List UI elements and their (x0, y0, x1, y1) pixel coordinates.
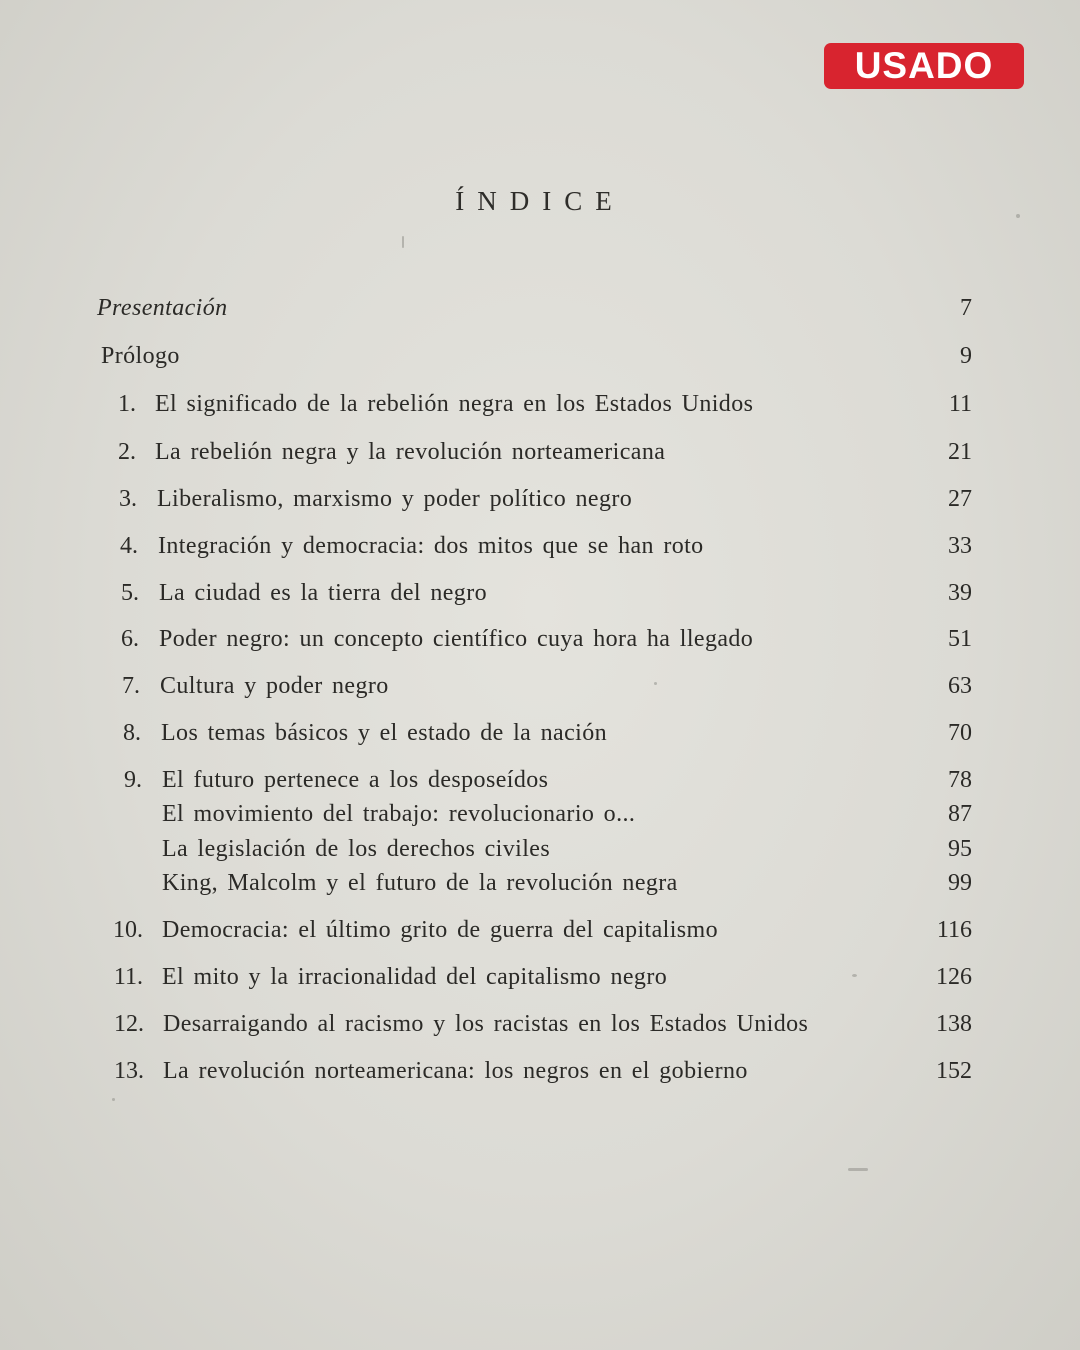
chapter-page: 33 (948, 533, 972, 559)
chapter-number: 5. (121, 580, 139, 606)
chapter-page: 138 (936, 1011, 972, 1037)
chapter-page: 78 (948, 767, 972, 793)
chapter-title: Liberalismo, marxismo y poder político negro (157, 486, 633, 512)
chapter-title: El futuro pertenece a los desposeídos (162, 767, 549, 793)
chapter-page: 116 (936, 917, 972, 943)
paper-speck (654, 682, 657, 685)
chapter-title: Cultura y poder negro (160, 673, 389, 699)
toc-entry-subsection (0, 794, 1080, 834)
chapter-number: 4. (120, 533, 138, 559)
paper-speck (1016, 214, 1020, 218)
subsection-title: La legislación de los derechos civiles (162, 836, 551, 862)
chapter-number: 13. (114, 1058, 144, 1084)
chapter-number: 10. (113, 917, 143, 943)
chapter-number: 1. (118, 391, 136, 417)
toc-entry-chapter (0, 573, 1080, 613)
chapter-page: 126 (936, 964, 972, 990)
toc-entry-chapter (0, 713, 1080, 753)
toc-entry-subsection (0, 863, 1080, 903)
chapter-title: El significado de la rebelión negra en los Estados Unidos (155, 391, 754, 417)
toc-entry-chapter (0, 526, 1080, 566)
chapter-page: 70 (948, 720, 972, 746)
chapter-number: 9. (124, 767, 142, 793)
chapter-number: 7. (122, 673, 140, 699)
chapter-page: 63 (948, 673, 972, 699)
toc-entry-presentacion (0, 288, 1080, 328)
chapter-page: 11 (948, 391, 972, 417)
chapter-title: Los temas básicos y el estado de la nación (161, 720, 608, 746)
chapter-page: 27 (948, 486, 972, 512)
chapter-title: Democracia: el último grito de guerra del capitalismo (162, 917, 719, 943)
chapter-number: 11. (113, 964, 143, 990)
chapter-number: 6. (121, 626, 139, 652)
chapter-page: 39 (948, 580, 972, 606)
toc-entry-chapter (0, 910, 1080, 950)
toc-entry-chapter (0, 957, 1080, 997)
toc-entry-label: Presentación (97, 295, 228, 321)
paper-speck (402, 236, 404, 248)
chapter-title: La ciudad es la tierra del negro (159, 580, 487, 606)
chapter-page: 51 (948, 626, 972, 652)
toc-entry-label: Prólogo (101, 343, 180, 369)
subsection-title: King, Malcolm y el futuro de la revolución negra (162, 870, 678, 896)
toc-entry-chapter (0, 384, 1080, 424)
chapter-title: Desarraigando al racismo y los racistas en los Estados Unidos (163, 1011, 809, 1037)
toc-entry-prologo (0, 336, 1080, 376)
toc-entry-chapter (0, 1051, 1080, 1091)
subsection-page: 95 (948, 836, 972, 862)
toc-entry-chapter (0, 619, 1080, 659)
chapter-title: Integración y democracia: dos mitos que se han roto (158, 533, 704, 559)
chapter-number: 12. (114, 1011, 144, 1037)
chapter-number: 3. (119, 486, 137, 512)
toc-entry-page: 9 (960, 343, 972, 369)
toc-entry-chapter (0, 666, 1080, 706)
paper-speck (112, 1098, 115, 1101)
chapter-title: Poder negro: un concepto científico cuya hora ha llegado (159, 626, 754, 652)
chapter-number: 8. (123, 720, 141, 746)
chapter-title: La rebelión negra y la revolución norteamericana (155, 439, 666, 465)
page-title: ÍNDICE (455, 186, 625, 216)
paper-speck (852, 974, 857, 977)
paper-speck (848, 1168, 868, 1171)
toc-entry-chapter (0, 479, 1080, 519)
chapter-title: La revolución norteamericana: los negros en el gobierno (163, 1058, 748, 1084)
subsection-title: El movimiento del trabajo: revolucionario o... (162, 801, 636, 827)
subsection-page: 87 (948, 801, 972, 827)
chapter-title: El mito y la irracionalidad del capitalismo negro (162, 964, 668, 990)
chapter-number: 2. (118, 439, 136, 465)
subsection-page: 99 (948, 870, 972, 896)
toc-entry-chapter (0, 1004, 1080, 1044)
chapter-page: 152 (936, 1058, 972, 1084)
toc-entry-chapter (0, 432, 1080, 472)
used-badge: USADO (824, 43, 1024, 89)
chapter-page: 21 (948, 439, 972, 465)
toc-entry-page: 7 (960, 295, 972, 321)
